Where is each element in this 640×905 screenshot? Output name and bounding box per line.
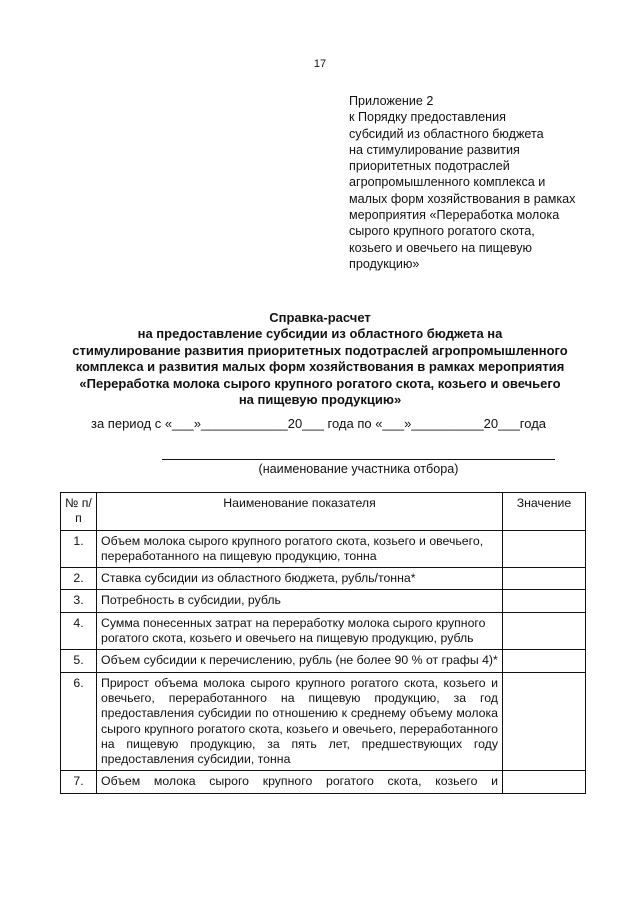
row-value-cell[interactable] [503,590,586,612]
period-line: за период с «___»____________20___ года по «___»__________20___года [91,416,547,431]
appendix-line: на стимулирование развития [349,142,520,157]
title-line: «Переработка молока сырого крупного рогатого скота, козьего и овечьего [79,375,561,391]
row-name: Объем молока сырого крупного рогатого скота, козьего и [97,771,503,793]
table-row [61,530,586,568]
row-num: 5. [61,650,97,672]
row-name: Прирост объема молока сырого крупного рогатого скота, козьего и овечьего, переработанного на пищевую продукцию, за год предоставления субсидии по отношению к среднему объему молока сырого крупного рогатого скота, козьего и овечьего, переработанного на пищевую продукцию, за пять лет, предшествующих году предоставления субсидии, тонна [97,672,503,771]
appendix-line: козьего и овечьего на пищевую [349,240,532,255]
appendix-header [349,93,589,272]
table-row [61,771,586,793]
appendix-line: продукцию» [349,256,420,271]
row-value-cell[interactable] [503,530,586,568]
indicators-table [60,492,586,794]
row-name: Объем субсидии к перечислению, рубль (не более 90 % от графы 4)* [97,650,503,672]
row-name: Объем молока сырого крупного рогатого скота, козьего и овечьего, переработанного на пищевую продукцию, тонна [97,530,503,568]
row-num: 7. [61,771,97,793]
header-value: Значение [503,493,586,531]
row-value-cell[interactable] [503,612,586,650]
title-line: на предоставление субсидии из областного бюджета на [137,326,503,342]
row-num: 1. [61,530,97,568]
row-value-cell[interactable] [503,771,586,793]
participant-name-field[interactable] [162,459,555,460]
row-num: 6. [61,672,97,771]
table-row [61,612,586,650]
header-num: № п/п [61,493,97,531]
row-num: 3. [61,590,97,612]
appendix-line: к Порядку предоставления [349,110,506,125]
appendix-line: мероприятия «Переработка молока [349,208,560,223]
title-line: на пищевую продукцию» [238,392,402,408]
appendix-line: субсидий из областного бюджета [349,126,544,141]
appendix-line: Приложение 2 [349,94,434,108]
appendix-line: приоритетных подотраслей [349,159,510,174]
table-row [61,568,586,590]
table-row [61,590,586,612]
title-line: стимулирование развития приоритетных подотраслей агропромышленного [72,342,568,358]
row-num: 4. [61,612,97,650]
title-line: комплекса и развития малых форм хозяйствования в рамках мероприятия [75,359,565,375]
row-value-cell[interactable] [503,672,586,771]
participant-caption: (наименование участника отбора) [258,462,459,476]
row-value-cell[interactable] [503,650,586,672]
table-row [61,650,586,672]
page-number: 17 [313,58,327,70]
appendix-line: малых форм хозяйствования в рамках [349,191,576,206]
appendix-line: сырого крупного рогатого скота, [349,224,535,239]
row-name: Сумма понесенных затрат на переработку молока сырого крупного рогатого скота, козьего и овечьего на пищевую продукцию, рубль [97,612,503,650]
row-value-cell[interactable] [503,568,586,590]
row-name: Потребность в субсидии, рубль [97,590,503,612]
appendix-line: агропромышленного комплекса и [349,175,546,190]
table-row [61,672,586,771]
row-name: Ставка субсидии из областного бюджета, рубль/тонна* [97,568,503,590]
header-name: Наименование показателя [97,493,503,531]
row-num: 2. [61,568,97,590]
title-line: Справка-расчет [269,310,371,325]
table-header-row [61,493,586,531]
document-title [60,310,580,408]
